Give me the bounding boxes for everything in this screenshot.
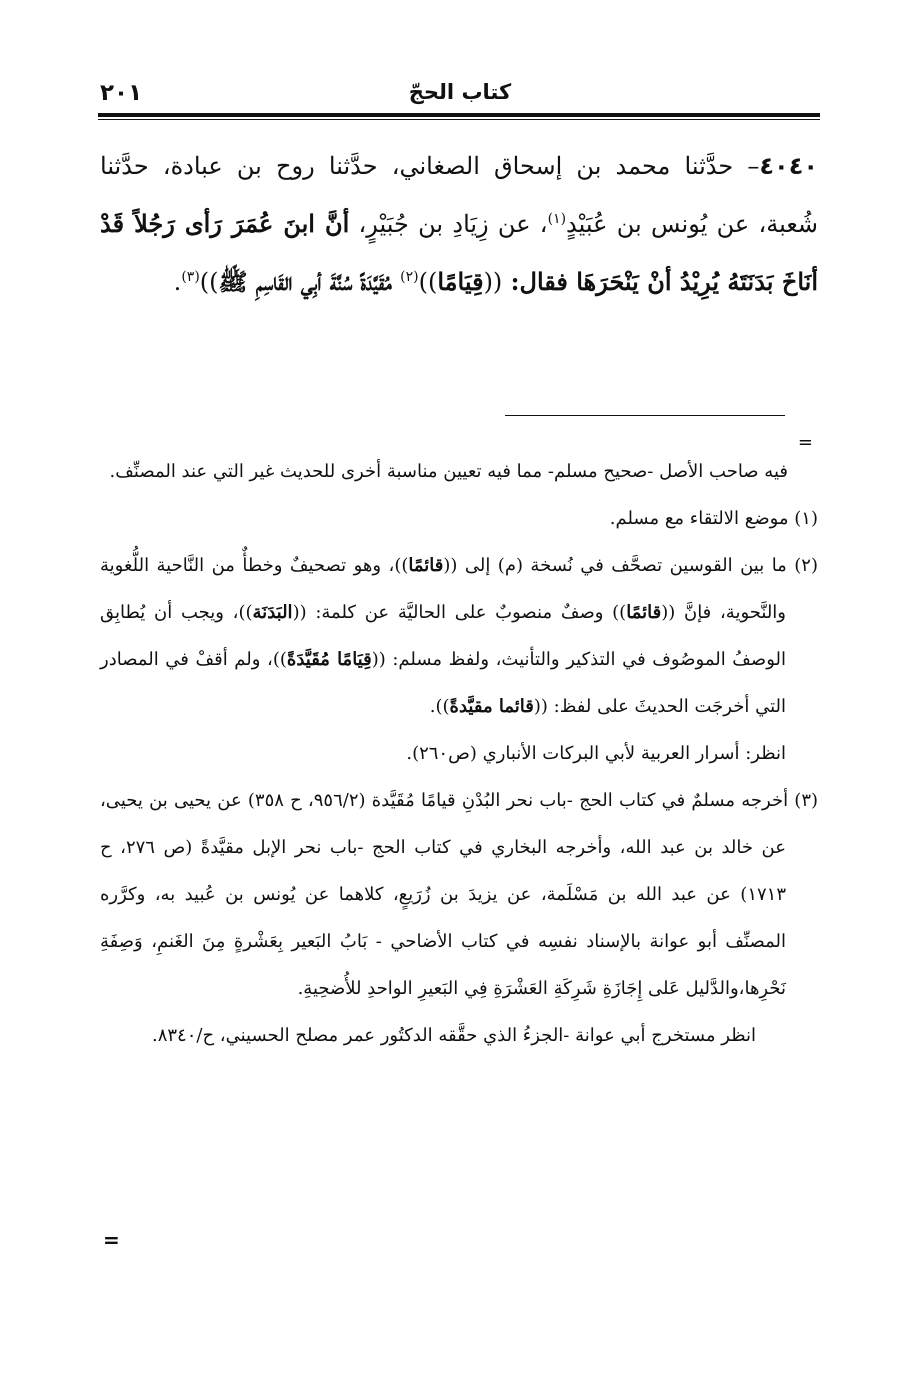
quote-close: )) [199,268,219,296]
hadith-isnad: حدَّثنا محمد بن إسحاق الصغاني، حدَّثنا روح بن عبادة، حدَّثنا شُعبة، عن يُونس بن عُبَيْدٍ [100,152,819,238]
hadith-number: ٤٠٤٠ [759,152,818,180]
quote-mid: )) [418,268,438,296]
footnote-ref-3: (٣) [181,269,200,285]
footnote-1: (١) موضع الالتقاء مع مسلم. [609,508,818,529]
hadith-text [100,138,818,311]
footnote-3-reference: انظر مستخرج أبي عوانة -الجزءُ الذي حقَّقه الدكتُور عمر مصلح الحسيني، ح/٨٣٤٠. [151,1025,756,1046]
footnote-2 [100,542,818,730]
footnote-separator [505,415,785,416]
page-header [100,80,820,110]
header-rule [98,113,820,117]
hadith-dash: – [747,152,760,180]
continuation-mark: = [797,432,813,453]
footnote-continuation: فيه صاحب الأصل -صحيح مسلم- مما فيه تعيين مناسبة أخرى للحديث غير التي عند المصنِّف. [109,461,788,482]
header-rule-thin [98,119,820,120]
footnote-ref-2: (٢) [400,269,419,285]
hadith-matn-quote: قِيَامًا [437,267,484,296]
footnote-2-text: ))، ولم أقفْ في المصادر التي أخرجَت الحديثَ على لفظ: (( [100,649,786,717]
footnote-2-word: قِيَامًا مُقَيَّدَةً [286,649,372,670]
page-number: ٢٠١ [100,80,143,106]
hadith-matn-end: مُقَيَّدَةً سُنَّةَ أبِي القَاسِمِ ﷺ [218,267,401,296]
hadith-isnad-cont: ، عن زِيَادِ بن جُبَيْرٍ، [349,210,548,238]
continues-mark: = [103,1228,120,1252]
footnote-2-text: ))، ويجب أن يُطابِق الوصفُ الموصُوف في التذكير والتأنيث، ولفظ مسلم: (( [100,602,786,670]
hadith-end: . [173,268,182,296]
footnote-2-word: قائمًا [408,555,444,576]
footnote-ref-1: (١) [547,211,567,227]
quote-open: (( [483,268,503,296]
hadith-matn: أنَّ ابنَ عُمَرَ رَأى رَجُلاً قَدْ أنَاخَ بَدَنَتَهُ يُرِيْدُ أنْ يَنْحَرَهَا فقال: [100,209,818,296]
footnote-2-text: ))، وهو تصحيفٌ وخطأٌ من النَّاحية اللُّغوية والنَّحوية، فإنَّ (( [100,555,786,623]
footnote-2-word: قائمًا [626,602,662,623]
footnote-2-reference: انظر: أسرار العربية لأبي البركات الأنباري (ص٢٦٠). [406,743,786,764]
footnote-2-word: قائما مقيَّدةً [449,696,534,717]
footnote-2-text: )). [429,696,450,717]
footnote-3: (٣) أخرجه مسلمٌ في كتاب الحج -باب نحر البُدْنِ قيامًا مُقَيَّدة (٩٥٦/٢، ح ٣٥٨) عن يحيى بن يحيى، عن خالد بن عبد الله، وأخرجه البخاري في كتاب الحج -باب نحر الإبل مقيَّدةً (ص ٢٧٦، ح ١٧١٣) عن عبد الله بن مَسْلَمة، عن يزيدَ بن زُرَيعٍ، كلاهما عن يُونس بن عُبيد به، وكرَّره المصنِّف أبو عوانة بالإسناد نفسِه في كتاب الأضاحي - بَابُ البَعير بِعَشْرةٍ مِنَ الغَنمِ، وَصِفَةِ نَحْرِها،والدَّليل عَلى إِجَازَةِ شَرِكَةِ العَشْرَةِ فِي البَعيرِ الواحدِ للأُضحِيةِ. [100,790,819,999]
footnotes [100,448,818,1059]
footnote-2-text: )) وصفٌ منصوبٌ على الحاليَّة عن كلمة: (( [292,602,627,623]
running-title: كتاب الحجّ [408,80,512,104]
footnote-2-text: (٢) ما بين القوسين تصحَّف في نُسخة (م) إلى (( [443,555,818,576]
footnote-2-word: البَدَنَة [252,602,293,623]
